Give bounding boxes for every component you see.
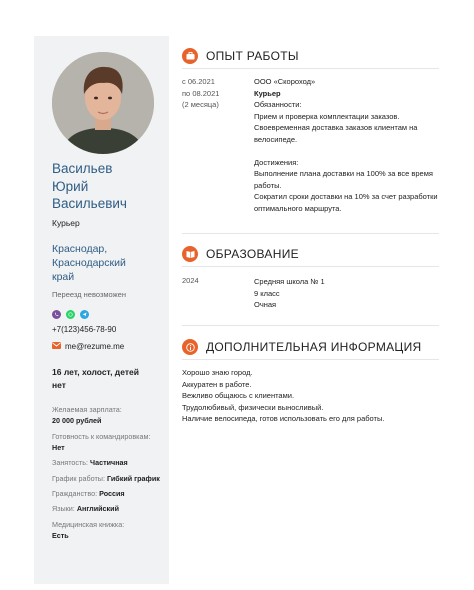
city [52, 242, 162, 284]
duty-item: Своевременная доставка заказов клиентам на велосипеде. [254, 123, 418, 144]
detail-label: Желаемая зарплата: [52, 405, 122, 414]
additional-info [182, 367, 439, 425]
experience-header [182, 48, 299, 64]
info-icon [182, 339, 198, 355]
city-line: Краснодар, [52, 243, 108, 255]
info-line: Наличие велосипеда, готов использовать его для работы. [182, 414, 385, 423]
section-divider [182, 359, 439, 360]
section-title: ОПЫТ РАБОТЫ [206, 49, 299, 63]
patronymic: Васильевич [52, 196, 127, 211]
last-name: Васильев [52, 161, 113, 176]
info-line: Аккуратен в работе. [182, 379, 252, 389]
info-line: Трудолюбивый, физически выносливый. [182, 402, 324, 412]
school-grade: 9 класс [254, 288, 280, 298]
detail-languages [52, 503, 164, 514]
achievement-item: Сократил сроки доставки на 10% за счет разработки оптимального маршрута. [254, 192, 438, 213]
duties-label: Обязанности: [254, 100, 302, 109]
detail-label: Языки: [52, 504, 75, 514]
detail-value: Есть [52, 530, 69, 540]
detail-label: Занятость: [52, 458, 89, 468]
messenger-icons [52, 310, 89, 319]
detail-value: Английский [76, 504, 119, 514]
study-form: Очная [254, 300, 277, 309]
detail-value: Частичная [90, 458, 128, 468]
detail-label: Гражданство: [52, 488, 98, 498]
personal-line: 16 лет, холост, детей [52, 367, 139, 377]
education-header [182, 246, 299, 262]
section-divider [182, 266, 439, 267]
detail-label: Готовность к командировкам: [52, 431, 151, 441]
whatsapp-icon[interactable] [66, 310, 75, 319]
section-divider [182, 233, 439, 234]
detail-value: Гибкий график [106, 473, 160, 483]
details-list [52, 404, 164, 545]
school-name: Средняя школа № 1 [254, 277, 325, 286]
additional-header [182, 339, 422, 355]
detail-label: Медицинская книжка: [52, 519, 125, 529]
email-row[interactable] [52, 342, 124, 351]
detail-salary [52, 404, 164, 426]
detail-value: Россия [99, 488, 125, 498]
desired-position: Курьер [52, 218, 80, 228]
achievements-label: Достижения: [254, 157, 299, 167]
experience-dates [182, 76, 219, 111]
city-line: Краснодарский [52, 257, 126, 269]
phone-number[interactable]: +7(123)456-78-90 [52, 325, 117, 334]
date-end: по 08.2021 [182, 88, 220, 98]
section-title: ДОПОЛНИТЕЛЬНАЯ ИНФОРМАЦИЯ [206, 340, 422, 354]
duty-item: Прием и проверка комплектации заказов. [254, 111, 400, 121]
detail-business-trips [52, 431, 164, 453]
achievement-item: Выполнение плана доставки на 100% за все время работы. [254, 169, 433, 190]
info-line: Вежливо общаюсь с клиентами. [182, 391, 295, 400]
date-start: с 06.2021 [182, 77, 215, 86]
detail-citizenship [52, 488, 164, 499]
detail-medical-book [52, 519, 164, 541]
education-year: 2024 [182, 276, 199, 285]
detail-value: Нет [52, 442, 65, 452]
education-body [254, 276, 439, 311]
email-address[interactable]: me@rezume.me [65, 342, 125, 351]
experience-body [254, 76, 439, 214]
company-name: ООО «Скороход» [254, 77, 316, 86]
section-title: ОБРАЗОВАНИЕ [206, 247, 299, 261]
book-icon [182, 246, 198, 262]
detail-employment [52, 457, 164, 468]
first-name: Юрий [52, 178, 89, 194]
detail-value: 20 000 рублей [52, 416, 102, 426]
telegram-icon[interactable] [80, 310, 89, 319]
info-line: Хорошо знаю город. [182, 368, 253, 377]
viber-icon[interactable] [52, 310, 61, 319]
briefcase-icon [182, 48, 198, 64]
job-role: Курьер [254, 88, 281, 98]
section-divider [182, 68, 439, 69]
personal-info [52, 366, 162, 392]
duration: (2 месяца) [182, 100, 219, 109]
detail-schedule [52, 473, 164, 484]
full-name [52, 160, 162, 213]
relocation-status: Переезд невозможен [52, 290, 126, 299]
personal-line: нет [52, 380, 66, 390]
section-divider [182, 325, 439, 326]
envelope-icon [52, 342, 61, 351]
detail-label: График работы: [52, 473, 105, 483]
city-line: край [52, 271, 75, 283]
profile-photo [52, 52, 154, 154]
